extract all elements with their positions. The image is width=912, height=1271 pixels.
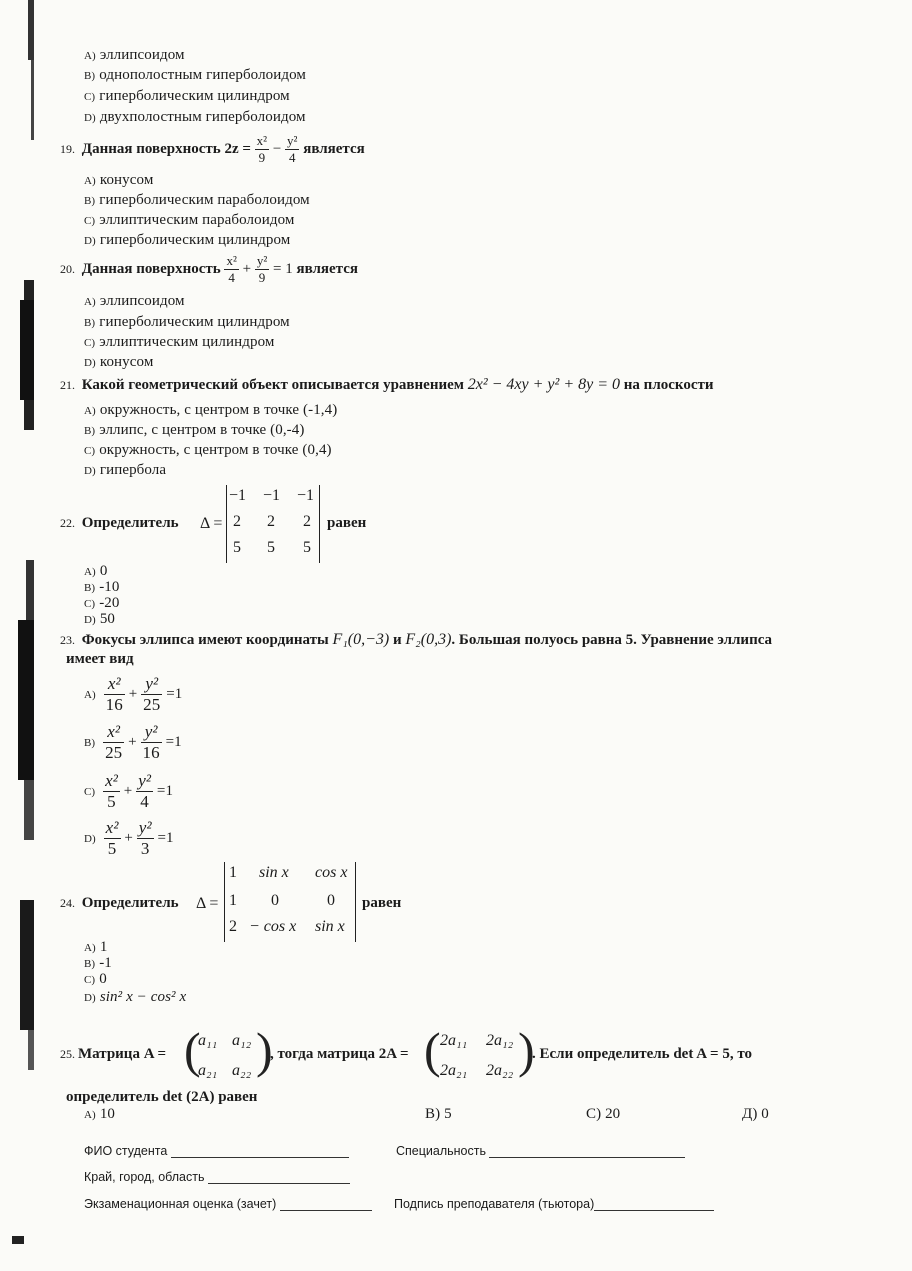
q24-cell: 2: [229, 918, 237, 935]
q22-cell: 2: [233, 513, 241, 530]
q24-option-c: C) 0: [84, 971, 107, 987]
q25-mid: , тогда матрица 2A =: [270, 1046, 409, 1062]
q22-option-b: B) -10: [84, 579, 120, 595]
q24-cell: − cos x: [249, 918, 297, 935]
q25-matrix-a-right-paren: ): [256, 1022, 273, 1078]
q22-option-c: C) -20: [84, 595, 120, 611]
student-name-line[interactable]: [171, 1145, 349, 1158]
q25-matrix-2a-cell: 2a₁₁: [440, 1032, 468, 1049]
q23-question-line2: имеет вид: [66, 651, 134, 667]
q25-matrix-a-cell: a₂₂: [232, 1062, 252, 1079]
q22-tail: равен: [327, 515, 367, 531]
q25-matrix-a-cell: a₁₁: [198, 1032, 218, 1049]
q25-question-line2: определитель det (2A) равен: [66, 1089, 258, 1105]
q19-option-d: D) гиперболическим цилиндром: [84, 232, 291, 248]
q21-option-c: C) окружность, с центром в точке (0,4): [84, 442, 332, 458]
q22-delta: Δ =: [200, 515, 223, 532]
scan-edge-shadow: [0, 0, 34, 1271]
q19-option-b: B) гиперболическим параболоидом: [84, 192, 310, 208]
q22-cell: −1: [297, 487, 315, 504]
q19-option-a: A) конусом: [84, 172, 154, 188]
q23-option-a: A) $\frac{\text{x²}}{16}$ + $\frac{\text{y²}}{25}$ =1: [84, 674, 183, 714]
q20-question: 20. Данная поверхность $\frac{\text{x²}}{4}$ + $\frac{\text{y²}}{9}$ = 1 является: [60, 253, 358, 285]
q18-option-c: C) гиперболическим цилиндром: [84, 88, 290, 104]
q25-option-a: A) 10: [84, 1106, 116, 1122]
footer-speciality: Специальность: [396, 1144, 685, 1158]
q25-matrix-2a-right-paren: ): [518, 1022, 535, 1078]
q23-option-b: B) $\frac{\text{x²}}{25}$ + $\frac{\text{y²}}{16}$ =1: [84, 722, 182, 762]
q20-option-d: D) конусом: [84, 354, 154, 370]
q25-matrix-2a-cell: 2a₂₂: [486, 1062, 514, 1079]
q22-option-d: D) 50: [84, 611, 116, 627]
q20-option-b: B) гиперболическим цилиндром: [84, 314, 290, 330]
q22-option-a: A) 0: [84, 563, 108, 579]
q24-cell: 1: [229, 864, 237, 881]
q24-cell: sin x: [259, 864, 289, 881]
q25-tail: . Если определитель det A = 5, то: [532, 1046, 752, 1062]
footer-student-name: ФИО студента: [84, 1144, 349, 1158]
q22-cell: 5: [233, 539, 241, 556]
q24-tail: равен: [362, 895, 402, 911]
signature-line[interactable]: [594, 1198, 714, 1211]
q25-matrix-2a-cell: 2a₁₂: [486, 1032, 514, 1049]
q22-determinant: [226, 485, 320, 563]
q21-option-b: B) эллипс, с центром в точке (0,-4): [84, 422, 305, 438]
q25-option-b: B) 5: [425, 1106, 452, 1122]
speciality-line[interactable]: [489, 1145, 685, 1158]
q24-cell: cos x: [315, 864, 348, 881]
q22-cell: 2: [303, 513, 311, 530]
q24-option-a: A) 1: [84, 939, 108, 955]
footer-grade: Экзаменационная оценка (зачет): [84, 1197, 372, 1211]
q24-cell: 1: [229, 892, 237, 909]
q23-option-d: D) $\frac{\text{x²}}{5}$ + $\frac{\text{y²}}{3}$ =1: [84, 818, 174, 858]
q18-option-b: B) однополостным гиперболоидом: [84, 67, 307, 83]
q23-option-c: C) $\frac{\text{x²}}{5}$ + $\frac{\text{y²}}{4}$ =1: [84, 771, 174, 811]
q24-question: 24. Определитель: [60, 895, 179, 911]
q24-delta: Δ =: [196, 895, 219, 912]
q24-determinant: [224, 862, 356, 942]
q25-matrix-a-left-paren: (: [184, 1022, 201, 1078]
q22-cell: 5: [267, 539, 275, 556]
q25-matrix-2a-cell: 2a₂₁: [440, 1062, 468, 1079]
q24-option-b: B) -1: [84, 955, 112, 971]
q21-option-d: D) гипербола: [84, 462, 167, 478]
q24-cell: 0: [271, 892, 279, 909]
q25-option-c: C) 20: [586, 1106, 621, 1122]
q25-matrix-a-cell: a₁₂: [232, 1032, 252, 1049]
q21-option-a: A) окружность, с центром в точке (-1,4): [84, 402, 338, 418]
q21-question: 21. Какой геометрический объект описывается уравнением 2x² − 4xy + y² + 8y = 0 на плоскости: [60, 376, 714, 393]
q22-question: 22. Определитель: [60, 515, 179, 531]
q25-number: 25. Матрица A =: [60, 1046, 167, 1062]
grade-line[interactable]: [280, 1198, 372, 1211]
q19-option-c: C) эллиптическим параболоидом: [84, 212, 295, 228]
q18-option-a: A) эллипсоидом: [84, 47, 185, 63]
q20-option-c: C) эллиптическим цилиндром: [84, 334, 275, 350]
q24-cell: 0: [327, 892, 335, 909]
footer-region: Край, город, область: [84, 1170, 350, 1184]
q24-cell: sin x: [315, 918, 345, 935]
footer-signature: Подпись преподавателя (тьютора): [394, 1197, 714, 1211]
q25-option-d: Д) 0: [742, 1106, 769, 1122]
q25-matrix-2a-left-paren: (: [424, 1022, 441, 1078]
q19-question: 19. Данная поверхность 2z = $\frac{\text{x²}}{9}$ − $\frac{\text{y²}}{4}$ является: [60, 133, 365, 165]
q25-matrix-a-cell: a₂₁: [198, 1062, 218, 1079]
q18-option-d: D) двухполостным гиперболоидом: [84, 109, 306, 125]
q24-option-d: D) sin² x − cos² x: [84, 989, 187, 1005]
q22-cell: −1: [229, 487, 247, 504]
q23-question: 23. Фокусы эллипса имеют координаты F₁(0,−3) и F₂(0,3). Большая полуось равна 5. Уравнение эллипса: [60, 631, 773, 648]
q22-cell: 2: [267, 513, 275, 530]
q22-cell: −1: [263, 487, 281, 504]
q22-cell: 5: [303, 539, 311, 556]
q20-option-a: A) эллипсоидом: [84, 293, 185, 309]
region-line[interactable]: [208, 1171, 350, 1184]
